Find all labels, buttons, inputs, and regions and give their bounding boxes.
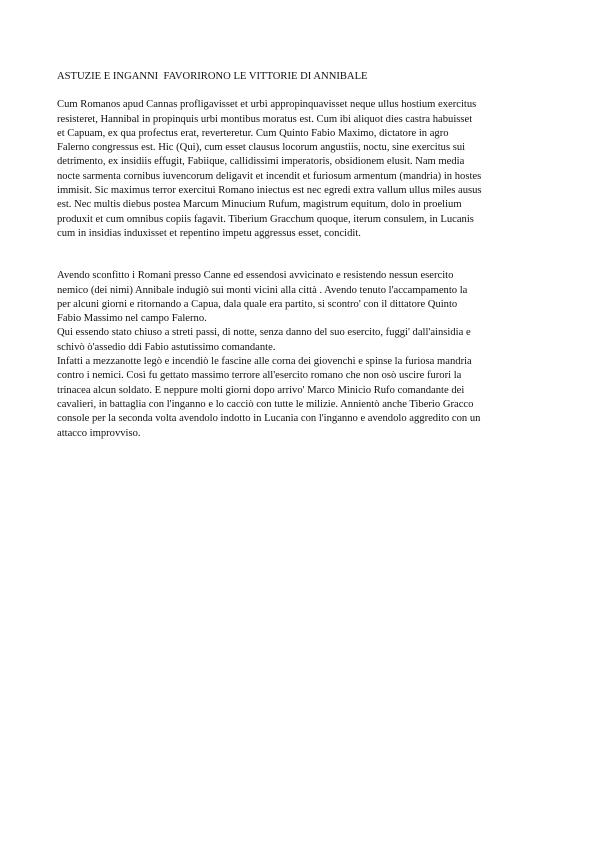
latin-paragraph (57, 98, 547, 241)
italian-line: Avendo sconfitto i Romani presso Canne ed essendosi avvicinato e resistendo nessun esercito (57, 270, 454, 282)
italian-line: nemico (dei nimi) Annibale indugiò sui monti vicini alla città . Avendo tenuto l'accampamento la (57, 284, 468, 296)
latin-line: immisit. Sic maximus terror exercitui Romano iniectus est nec egredi extra vallum ullus miles ausus (57, 185, 482, 197)
latin-line: detrimento, ex insidiis effugit, Fabiique, callidissimi imperatoris, obsidionem elusit. Nam media (57, 156, 465, 168)
latin-line: Falerno congressus est. Hic (Qui), cum esset clausus locorum angustiis, noctu, sine exercitus sui (57, 142, 466, 154)
italian-line: trinacea alcun soldato. E neppure molti giorni dopo arrivo' Marco Minicio Rufo comandante dei (57, 384, 465, 396)
document-body (57, 70, 547, 441)
latin-line: est. Nec multis diebus postea Marcum Minucium Rufum, magistrum equitum, dolo in proelium (57, 199, 462, 211)
latin-line: nocte sarmenta cornibus iuvencorum deligavit et incendit et furiosum armentum (mandria) in hostes (57, 170, 482, 182)
italian-line: per alcuni giorni e ritornando a Capua, dala quale era partito, si scontro' con il dittatore Quinto (57, 298, 458, 310)
italian-line: contro i nemici. Così fu gettato massimo terrore all'esercito romano che non osò uscire furori la (57, 370, 462, 382)
italian-line: console per la seconda volta avendolo indotto in Lucania con l'inganno e avendolo aggredito con un (57, 413, 481, 425)
document-title: ASTUZIE E INGANNI FAVORIRONO LE VITTORIE DI ANNIBALE (57, 71, 368, 82)
latin-line: produxit et cum omnibus copiis fagavit. Tiberium Gracchum quoque, iterum consulem, in Lucanis (57, 213, 474, 225)
latin-line: resisteret, Hannibal in propinquis urbi montibus moratus est. Cum ibi aliquot dies castra habuisset (57, 113, 473, 125)
italian-line: attacco improvviso. (57, 427, 141, 439)
italian-line: schivò ò'assedio ddi Fabio astutissimo comandante. (57, 341, 276, 353)
latin-line: Cum Romanos apud Cannas profligavisset et urbi appropinquavisset neque ullus hostium exercitus (57, 99, 477, 111)
latin-line: et Capuam, ex qua profectus erat, reverteretur. Cum Quinto Fabio Maximo, dictatore in agro (57, 127, 449, 139)
italian-line: Qui essendo stato chiuso a streti passi, di notte, senza danno del suo esercito, fuggi' dall'ainsidia e (57, 327, 471, 339)
italian-line: cavalieri, in battaglia con l'inganno e lo cacciò con tutte le milizie. Annientò anche Tiberio Gracco (57, 398, 474, 410)
italian-line: Infatti a mezzanotte legò e incendiò le fascine alle corna dei giovenchi e spinse la furiosa mandria (57, 356, 472, 368)
italian-translation (57, 269, 547, 441)
italian-line: Fabio Massimo nel campo Falerno. (57, 313, 207, 325)
latin-line: cum in insidias induxisset et repentino impetu aggressus esset, concidit. (57, 227, 361, 239)
